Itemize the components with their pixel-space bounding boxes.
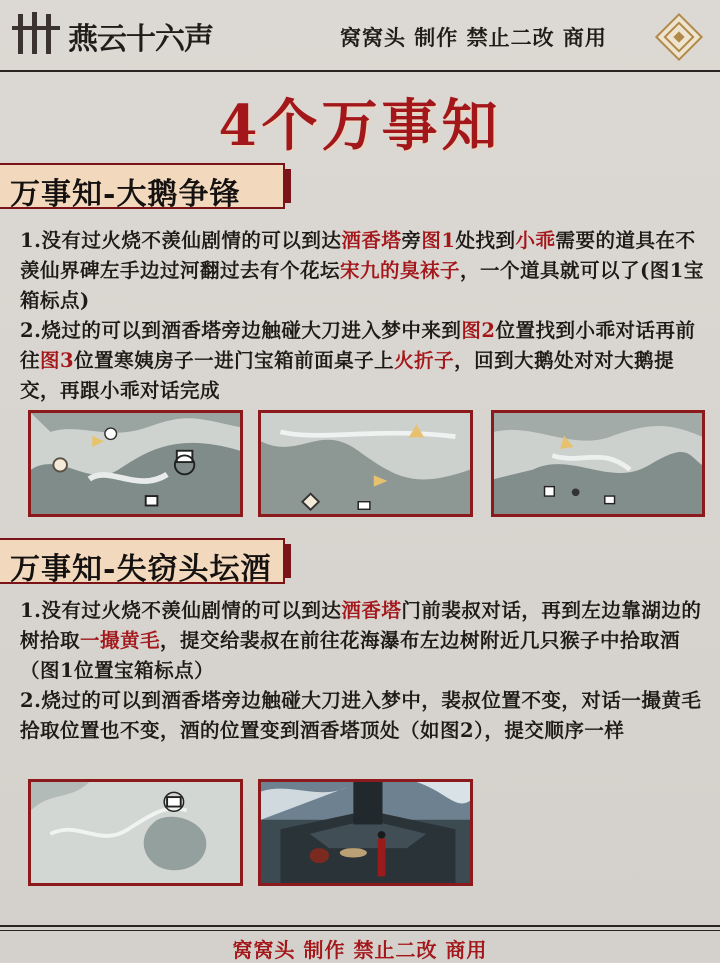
section1-title: 万事知-大鹅争锋 <box>10 177 241 212</box>
body-text: ，回到大鹅处对对大鹅提交，再跟小乖对话完成 <box>20 349 675 402</box>
body-text: 位置找到小乖对话再前往 <box>20 319 696 372</box>
treasure-chest-icon <box>167 797 181 806</box>
player-character-icon <box>378 839 386 877</box>
body-text: 旁 <box>401 229 422 252</box>
body-text: ，提交给裴叔在前往花海瀑布左边树附近几只猴子中拾取酒（图1位置宝箱标点） <box>20 629 681 682</box>
highlight-text: 酒香塔 <box>341 599 402 622</box>
map-door-icon <box>545 487 555 496</box>
game-logo-text: 燕云十六声 <box>68 22 213 57</box>
section2-map-1 <box>28 779 243 886</box>
section2-title: 万事知-失窃头坛酒 <box>10 552 272 587</box>
section2-screenshot-2 <box>258 779 473 886</box>
section1-map-3 <box>491 410 705 517</box>
highlight-text: 宋九的臭袜子 <box>340 259 461 282</box>
section1-map-2 <box>258 410 473 517</box>
highlight-text: 火折子 <box>394 349 455 372</box>
game-logo-icon <box>10 10 62 56</box>
section2-step1 <box>20 596 710 686</box>
body-text: 2.烧过的可以到酒香塔旁边触碰大刀进入梦中来到 <box>20 319 462 342</box>
page-title: 4个万事知 <box>218 93 502 159</box>
header-credit: 窝窝头 制作 禁止二改 商用 <box>340 25 607 50</box>
wine-jar-icon <box>310 848 329 863</box>
highlight-text: 酒香塔 <box>341 229 402 252</box>
header-divider <box>0 70 720 72</box>
body-text: 处找到 <box>455 229 516 252</box>
section2-banner <box>0 538 285 587</box>
highlight-text: 小乖 <box>515 229 556 252</box>
footer-divider <box>0 925 720 927</box>
body-text: 门前裴叔对话，再到左边靠湖边的树拾取 <box>20 599 702 652</box>
body-text: 位置寒姨房子一进门宝箱前面桌子上 <box>74 349 395 372</box>
body-text: ，一个道具就可以了(图1宝箱标点) <box>20 259 704 312</box>
footer-credit: 窝窝头 制作 禁止二改 商用 <box>232 938 488 962</box>
map-waypoint-icon <box>105 428 117 439</box>
header <box>0 0 720 70</box>
diamond-emblem-icon <box>654 12 704 62</box>
map-marker-icon <box>53 458 67 471</box>
section1-step2 <box>20 316 710 406</box>
highlight-text: 图3 <box>40 349 75 372</box>
body-text: 需要的道具在不羡仙界碑左手边过河翻过去有个花坛 <box>20 229 696 282</box>
highlight-text: 一撮黄毛 <box>80 629 161 652</box>
highlight-text: 图1 <box>421 229 456 252</box>
footer-divider-thin <box>0 930 720 931</box>
body-text: 1.没有过火烧不羡仙剧情的可以到达 <box>20 599 342 622</box>
section2-step2 <box>20 686 710 746</box>
section1-banner <box>0 163 285 212</box>
body-text: 1.没有过火烧不羡仙剧情的可以到达 <box>20 229 342 252</box>
section1-map-1 <box>28 410 243 517</box>
body-text: 2.烧过的可以到酒香塔旁边触碰大刀进入梦中，裴叔位置不变，对话一撮黄毛拾取位置也不变，酒的位置变到酒香塔顶处（如图2），提交顺序一样 <box>20 689 702 742</box>
highlight-text: 图2 <box>461 319 496 342</box>
section1-step1 <box>20 226 710 316</box>
